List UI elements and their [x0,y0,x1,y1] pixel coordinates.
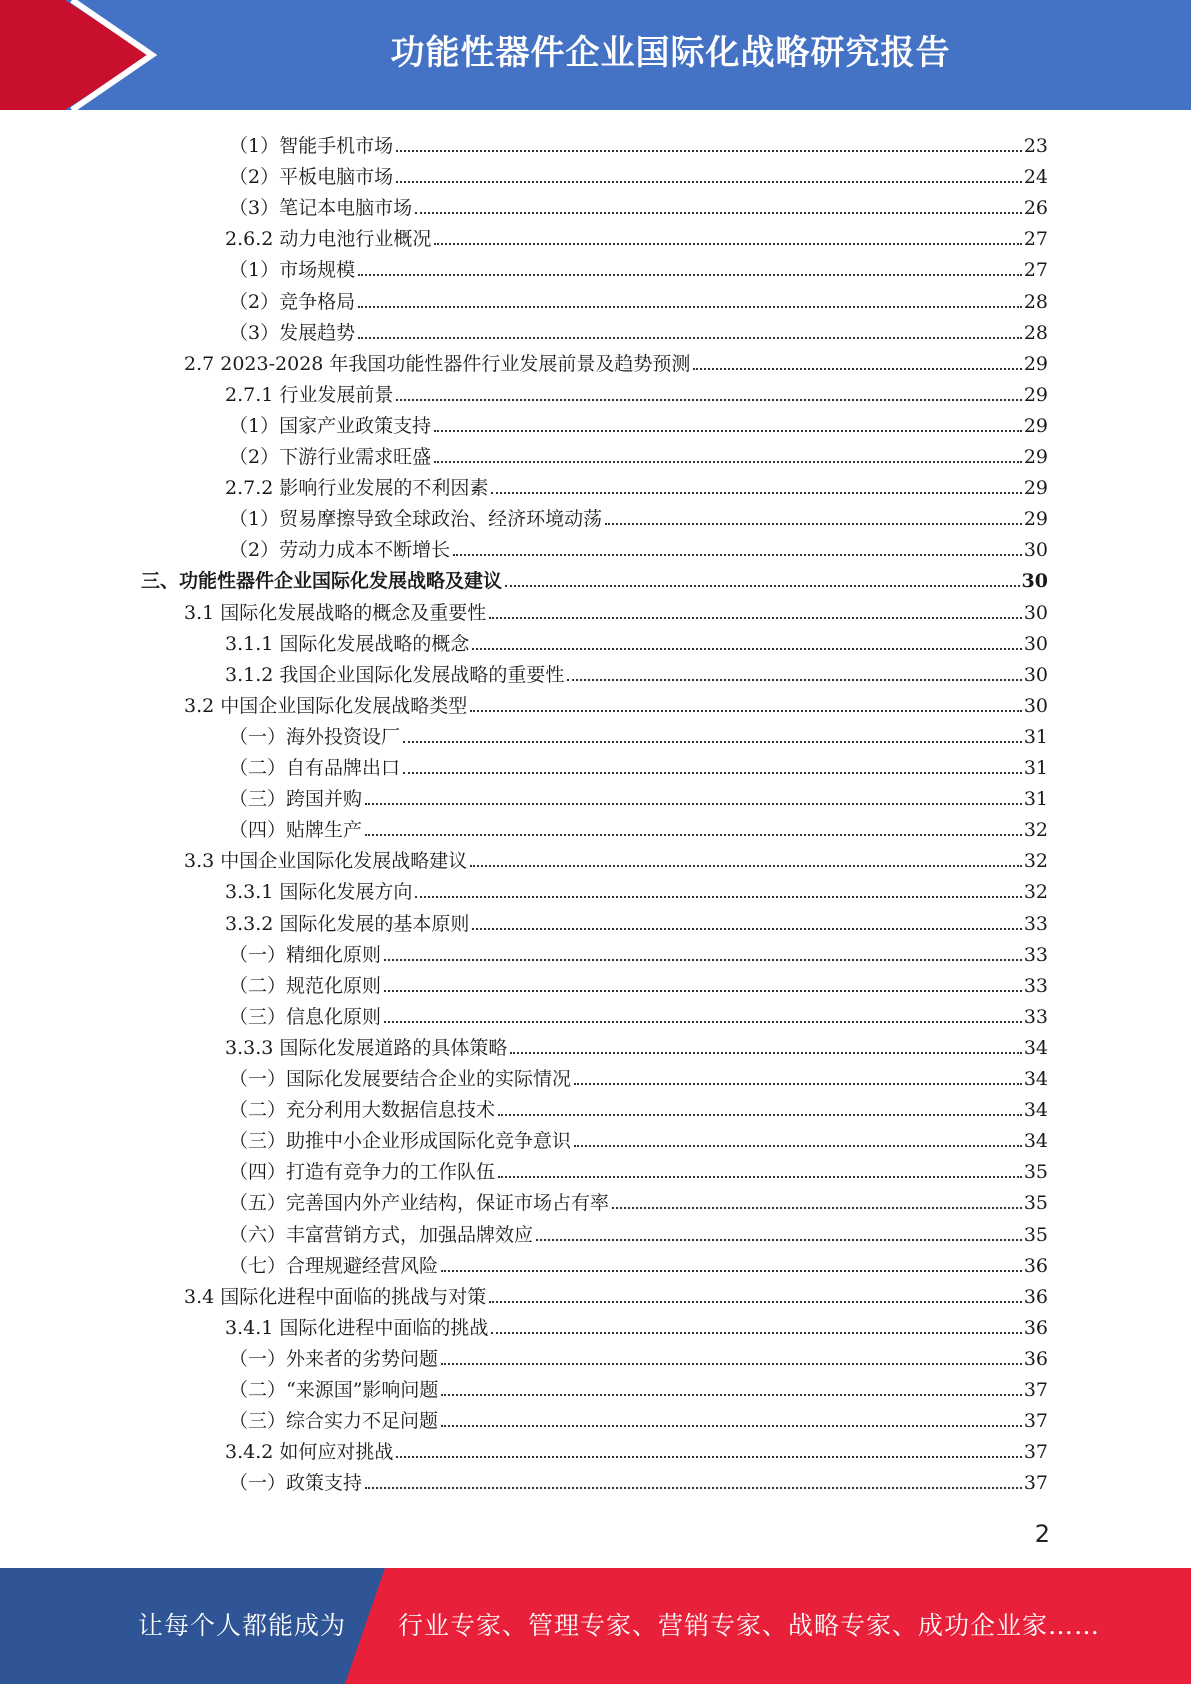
toc-entry-page: 30 [1023,632,1048,655]
toc-entry-page: 36 [1023,1347,1048,1370]
toc-entry-title: （三）助推中小企业形成国际化竞争意识 [229,1130,572,1153]
toc-entry-page: 32 [1023,881,1048,904]
toc-entry[interactable] [229,283,1048,314]
toc-dot-leader [536,1239,1022,1241]
toc-dot-leader [498,1114,1022,1116]
toc-entry[interactable] [229,127,1048,158]
toc-entry-page: 35 [1023,1192,1048,1215]
toc-entry-title: （五）完善国内外产业结构，保证市场占有率 [229,1192,610,1215]
toc-entry-title: 三、功能性器件企业国际化发展战略及建议 [141,570,503,593]
footer-slogan-left: 让每个人都能成为 [138,1611,347,1640]
toc-entry-page: 34 [1023,1099,1048,1122]
toc-entry[interactable] [229,407,1048,438]
toc-dot-leader [358,274,1022,276]
toc-entry-page: 33 [1023,974,1048,997]
toc-entry[interactable] [229,500,1048,531]
toc-dot-leader [403,772,1022,774]
toc-dot-leader [472,928,1021,930]
toc-entry[interactable] [229,1091,1048,1122]
toc-entry-title: （三）跨国并购 [229,788,363,811]
toc-entry-title: （六）丰富营销方式，加强品牌效应 [229,1223,534,1246]
toc-dot-leader [612,1207,1022,1209]
toc-entry[interactable] [184,687,1048,718]
toc-entry-page: 29 [1023,508,1048,531]
toc-dot-leader [472,648,1021,650]
toc-dot-leader [396,181,1022,183]
toc-entry-title: （三）综合实力不足问题 [229,1410,439,1433]
toc-entry-page: 30 [1023,601,1048,624]
toc-entry[interactable] [225,873,1048,904]
toc-entry-page: 28 [1023,321,1048,344]
toc-dot-leader [498,1176,1022,1178]
toc-entry[interactable] [225,905,1048,936]
toc-entry-page: 31 [1023,788,1048,811]
toc-entry-page: 36 [1023,1254,1048,1277]
toc-entry-title: （一）外来者的劣势问题 [229,1347,439,1370]
toc-entry-title: （2）平板电脑市场 [229,166,394,189]
toc-entry-title: 3.1 国际化发展战略的概念及重要性 [184,601,487,624]
toc-entry-page: 34 [1023,1130,1048,1153]
toc-entry-title: 3.4.2 如何应对挑战 [225,1441,394,1464]
toc-entry-title: （二）自有品牌出口 [229,757,401,779]
toc-entry[interactable] [184,842,1048,873]
page-footer [0,1568,1191,1684]
footer-slogan-right: 行业专家、管理专家、营销专家、战略专家、成功企业家…… [398,1611,1101,1640]
report-title: 功能性器件企业国际化战略研究报告 [390,33,951,73]
toc-entry-title: 2.7.2 影响行业发展的不利因素 [225,477,489,500]
toc-dot-leader [441,1425,1022,1427]
toc-dot-leader [434,243,1021,245]
toc-dot-leader [358,337,1022,339]
toc-entry-page: 37 [1023,1379,1048,1401]
toc-entry-page: 33 [1023,943,1048,966]
toc-entry-title: 3.1.1 国际化发展战略的概念 [225,632,470,655]
toc-dot-leader [384,990,1022,992]
toc-entry-page: 36 [1023,1285,1048,1308]
toc-dot-leader [470,865,1022,867]
toc-dot-leader [510,1052,1021,1054]
toc-entry-page: 28 [1023,290,1048,313]
toc-dot-leader [434,461,1022,463]
toc-entry-title: （1）国家产业政策支持 [229,414,432,437]
toc-entry-page: 29 [1023,352,1048,375]
toc-entry[interactable] [225,1029,1048,1060]
toc-entry[interactable] [229,158,1048,189]
toc-entry[interactable] [229,1464,1048,1495]
toc-dot-leader [434,430,1022,432]
toc-entry-title: 2.7.1 行业发展前景 [225,383,394,406]
toc-entry-title: （一）政策支持 [229,1472,363,1495]
toc-entry-page: 31 [1023,725,1048,748]
toc-entry[interactable] [229,1122,1048,1153]
toc-dot-leader [365,1487,1022,1489]
toc-entry-title: （1）市场规模 [229,259,356,282]
toc-entry-page: 37 [1023,1441,1048,1464]
toc-entry-page: 36 [1023,1316,1048,1339]
toc-entry-page: 27 [1023,228,1048,251]
toc-entry-title: 3.1.2 我国企业国际化发展战略的重要性 [225,663,565,686]
toc-entry[interactable] [229,811,1048,842]
toc-entry-title: （二）充分利用大数据信息技术 [229,1099,496,1122]
toc-entry-title: 3.4.1 国际化进程中面临的挑战 [225,1316,489,1339]
toc-entry-page: 30 [1023,694,1048,717]
toc-dot-leader [605,523,1022,525]
toc-dot-leader [396,399,1021,401]
toc-entry[interactable] [229,998,1048,1029]
page-number: 2 [1034,1520,1050,1548]
toc-dot-leader [396,1456,1021,1458]
toc-dot-leader [358,306,1022,308]
toc-dot-leader [415,212,1022,214]
toc-entry-title: （四）贴牌生产 [229,819,363,842]
page-header [0,0,1191,110]
toc-dot-leader [396,150,1022,152]
toc-dot-leader [384,959,1022,961]
toc-entry[interactable] [225,656,1048,687]
toc-dot-leader [403,741,1022,743]
toc-entry[interactable] [184,594,1048,625]
toc-dot-leader [470,710,1022,712]
toc-entry-page: 35 [1023,1161,1048,1184]
toc-dot-leader [505,585,1020,587]
toc-entry-page: 30 [1021,570,1048,593]
toc-entry[interactable] [229,936,1048,967]
toc-dot-leader [491,492,1021,494]
toc-dot-leader [365,803,1022,805]
toc-dot-leader [693,368,1021,370]
toc-entry-title: 3.3.2 国际化发展的基本原则 [225,912,470,935]
toc-entry[interactable] [225,220,1048,251]
toc-entry-title: 3.3.3 国际化发展道路的具体策略 [225,1036,508,1059]
toc-entry-page: 29 [1023,477,1048,500]
toc-dot-leader [491,1332,1021,1334]
toc-entry-page: 31 [1023,757,1048,779]
toc-entry-title: （2）劳动力成本不断增长 [229,539,451,562]
toc-entry[interactable] [229,1340,1048,1371]
toc-entry-title: （1）智能手机市场 [229,135,394,157]
toc-entry-title: （二）规范化原则 [229,974,382,997]
toc-entry-page: 29 [1023,383,1048,406]
toc-entry[interactable] [229,718,1048,749]
toc-entry[interactable] [225,1433,1048,1464]
toc-entry-title: （3）笔记本电脑市场 [229,197,413,220]
toc-entry-title: （2）竞争格局 [229,290,356,313]
toc-entry[interactable] [141,562,1048,593]
toc-entry[interactable] [229,438,1048,469]
toc-entry[interactable] [225,469,1048,500]
toc-entry[interactable] [229,749,1048,780]
toc-dot-leader [574,1145,1022,1147]
toc-entry-page: 30 [1023,663,1048,686]
toc-entry-title: 3.3 中国企业国际化发展战略建议 [184,850,468,873]
toc-dot-leader [441,1270,1022,1272]
toc-entry-title: （七）合理规避经营风险 [229,1254,439,1277]
toc-entry-page: 24 [1023,166,1048,189]
toc-entry[interactable] [229,314,1048,345]
toc-entry-page: 37 [1023,1410,1048,1433]
toc-entry-title: （一）国际化发展要结合企业的实际情况 [229,1068,572,1090]
toc-entry-title: （三）信息化原则 [229,1005,382,1028]
toc-dot-leader [489,1301,1022,1303]
toc-entry[interactable] [225,1309,1048,1340]
toc-entry-page: 34 [1023,1036,1048,1059]
toc-entry-title: （二）“来源国”影响问题 [229,1379,439,1401]
toc-entry[interactable] [229,1184,1048,1215]
toc-entry-page: 29 [1023,446,1048,468]
toc-entry[interactable] [225,625,1048,656]
toc-entry-page: 33 [1023,912,1048,935]
toc-entry-title: （一）精细化原则 [229,943,382,966]
toc-dot-leader [384,1021,1022,1023]
toc-entry-page: 27 [1023,259,1048,282]
toc-entry-page: 29 [1023,414,1048,437]
toc-entry-title: 2.7 2023-2028 年我国功能性器件行业发展前景及趋势预测 [184,352,691,375]
toc-dot-leader [567,679,1021,681]
toc-dot-leader [365,834,1022,836]
toc-entry-title: （2）下游行业需求旺盛 [229,446,432,468]
toc-dot-leader [489,617,1022,619]
toc-entry-title: （3）发展趋势 [229,321,356,344]
toc-dot-leader [574,1083,1022,1085]
toc-entry[interactable] [229,1153,1048,1184]
toc-dot-leader [441,1394,1021,1396]
toc-entry-page: 35 [1023,1223,1048,1246]
toc-entry[interactable] [229,1247,1048,1278]
toc-entry-title: 3.3.1 国际化发展方向 [225,881,413,904]
toc-entry-page: 32 [1023,819,1048,842]
toc-entry-title: 3.4 国际化进程中面临的挑战与对策 [184,1285,487,1308]
toc-entry-title: 2.6.2 动力电池行业概况 [225,228,432,251]
toc-entry[interactable] [229,251,1048,282]
toc-entry-title: 3.2 中国企业国际化发展战略类型 [184,694,468,717]
toc-entry[interactable] [229,967,1048,998]
toc-entry-page: 34 [1023,1068,1048,1090]
toc-entry-page: 33 [1023,1005,1048,1028]
toc-entry-page: 32 [1023,850,1048,873]
toc-entry[interactable] [229,1402,1048,1433]
toc-entry[interactable] [229,189,1048,220]
toc-entry[interactable] [229,531,1048,562]
toc-entry[interactable] [229,780,1048,811]
toc-entry-title: （1）贸易摩擦导致全球政治、经济环境动荡 [229,508,603,531]
toc-entry[interactable] [225,376,1048,407]
toc-entry-title: （一）海外投资设厂 [229,725,401,748]
toc-entry[interactable] [229,1216,1048,1247]
toc-dot-leader [453,554,1022,556]
toc-entry-page: 30 [1023,539,1048,562]
toc-entry[interactable] [184,1278,1048,1309]
toc-entry[interactable] [229,1060,1048,1091]
toc-dot-leader [441,1363,1022,1365]
toc-entry-page: 26 [1023,197,1048,220]
toc-entry-page: 23 [1023,135,1048,157]
toc-entry-title: （四）打造有竞争力的工作队伍 [229,1161,496,1184]
toc-entry-page: 37 [1023,1472,1048,1495]
toc-entry[interactable] [184,345,1048,376]
toc-entry[interactable] [229,1371,1048,1402]
toc-dot-leader [415,896,1021,898]
